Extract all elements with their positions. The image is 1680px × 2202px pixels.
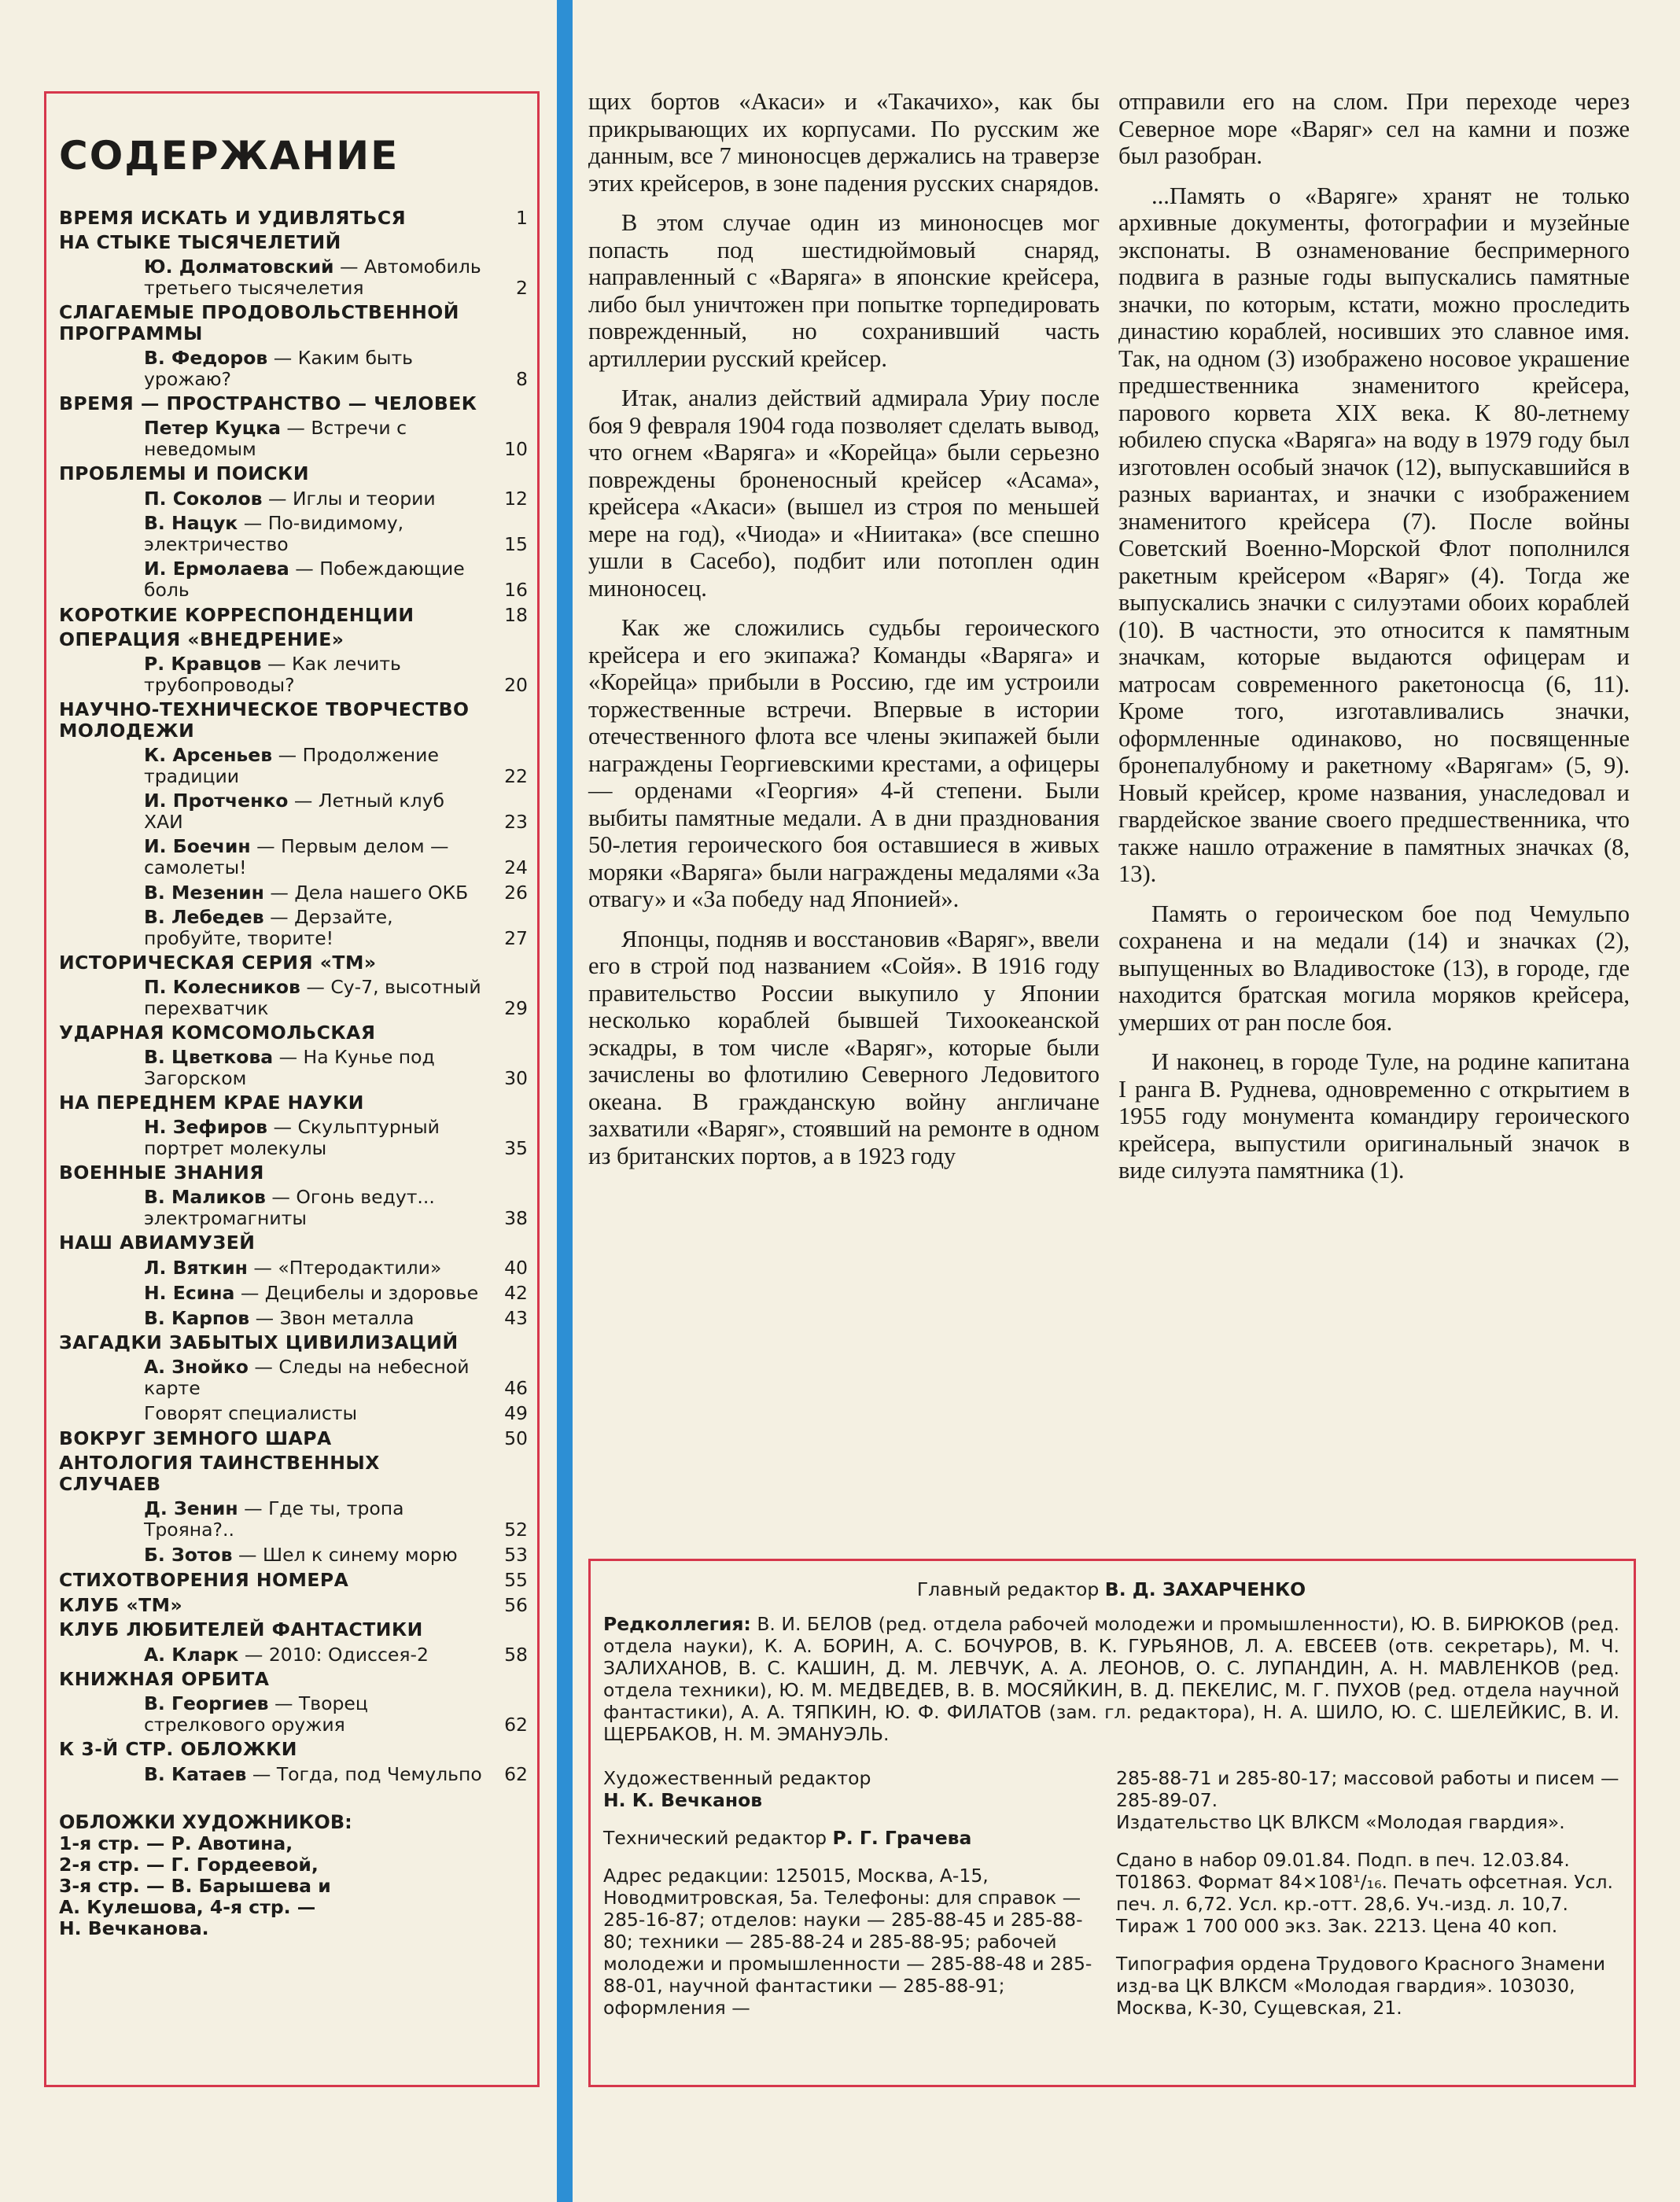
article-paragraph: Японцы, подняв и восстановив «Варяг», ввели его в строй под названием «Сойя». В 1916 году правительство России выкупило у Японии несколько кораблей бывшей Тихоокеанской эскадры, в том числе «Варяг», которые были зачислены во флотилию Северного Ледовитого океана. В гражданскую войну англичане захватили «Варяг», стоявший на ремонте в одном из британских портов, а в 1923 году: [588, 925, 1100, 1169]
toc-article: [59, 977, 528, 1019]
toc-article-title: — Звон металла: [255, 1307, 414, 1329]
toc-section: [59, 604, 528, 626]
toc-row: [59, 1569, 528, 1591]
toc-section-title: К 3-Й СТР. ОБЛОЖКИ: [59, 1738, 297, 1760]
toc-page-number: 23: [504, 811, 528, 833]
toc-list: [59, 207, 528, 1785]
toc-page-number: 24: [504, 856, 528, 878]
toc-row: [59, 1357, 528, 1399]
toc-row: [59, 1047, 528, 1089]
toc-section-title: ВОЕННЫЕ ЗНАНИЯ: [59, 1162, 264, 1184]
toc-section: [59, 1739, 528, 1760]
toc-article-title: — Иглы и теории: [267, 488, 436, 510]
toc-section: [59, 1594, 528, 1616]
toc-article-text: [59, 1403, 488, 1424]
toc-row: [59, 256, 528, 299]
toc-page-number: 2: [516, 277, 528, 299]
toc-author: А. Знойко: [144, 1356, 249, 1378]
toc-section: [59, 629, 528, 650]
toc-author: Н. Есина: [144, 1282, 235, 1304]
article-paragraph: И наконец, в городе Туле, на родине капитана I ранга В. Руднева, одновременно с открытием в 1955 году монумента командиру героического крейсера, выпустили оригинальный значок в виде силуэта памятника (1).: [1118, 1048, 1630, 1184]
toc-row: [59, 1257, 528, 1279]
toc-row: [59, 1282, 528, 1304]
toc-page-number: 55: [504, 1569, 528, 1591]
toc-author: Л. Вяткин: [144, 1257, 248, 1279]
toc-page-number: 1: [516, 207, 528, 229]
toc-author: Петер Куцка: [144, 417, 281, 439]
toc-row: [59, 1402, 528, 1424]
toc-article-text: [59, 558, 488, 601]
toc-article-title: — Встречи с неведомым: [144, 417, 407, 460]
toc-row: [59, 418, 528, 460]
toc-row: [59, 1498, 528, 1541]
toc-section-title: СЛАГАЕМЫЕ ПРОДОВОЛЬСТВЕННОЙ ПРОГРАММЫ: [59, 301, 459, 344]
toc-author: И. Протченко: [144, 790, 289, 812]
toc-article-text: [59, 1257, 488, 1279]
toc-article-title: — По-видимому, электричество: [144, 512, 404, 555]
article-paragraph: Итак, анализ действий адмирала Уриу после боя 9 февраля 1904 года позволяет сделать вывод, что огнем «Варяга» и «Корейца» были серьезно повреждены броненосный крейсер «Асама», крейсера «Акаси» (вышел из строя по меньшей мере на год), «Чиода» и «Ниитака» (все спешно ушли в Сасебо), подбит или потоплен один миноносец.: [588, 385, 1100, 602]
toc-article: [59, 1282, 528, 1304]
editorial-credits: [588, 1559, 1636, 2087]
article-column-right: [1118, 88, 1630, 1197]
toc-page-number: 42: [504, 1282, 528, 1304]
toc-row: [59, 207, 528, 229]
toc-article-title: — Децибелы и здоровье: [240, 1282, 479, 1304]
art-editor: [603, 1767, 1094, 1811]
toc-row: [59, 302, 528, 344]
toc-article: [59, 256, 528, 299]
toc-article-text: [59, 513, 488, 555]
toc-row: [59, 654, 528, 696]
article-paragraph: Память о героическом бое под Чемульпо сохранена и на медали (14) и значках (2), выпущенных во Владивостоке (13), в городе, где находится братская могила моряков крейсера, умерших от ран после боя.: [1118, 900, 1630, 1036]
toc-row: [59, 558, 528, 601]
blue-divider-rule: [557, 0, 573, 2202]
toc-article-title: — Су-7, высотный перехватчик: [144, 976, 481, 1019]
toc-section-title: НА СТЫКЕ ТЫСЯЧЕЛЕТИЙ: [59, 231, 341, 253]
toc-page-number: 46: [504, 1377, 528, 1399]
toc-row: [59, 604, 528, 626]
toc-section: [59, 232, 528, 253]
toc-author: Н. Зефиров: [144, 1116, 268, 1138]
toc-row: [59, 463, 528, 484]
toc-article-text: [59, 348, 488, 390]
toc-author: В. Цветкова: [144, 1046, 274, 1068]
article-paragraph: отправили его на слом. При переходе через Северное море «Варяг» сел на камни и позже был разобран.: [1118, 88, 1630, 169]
tech-editor-name: Р. Г. Грачева: [832, 1827, 972, 1849]
toc-section-title: КНИЖНАЯ ОРБИТА: [59, 1668, 270, 1690]
toc-article-text: [59, 882, 488, 904]
toc-row: [59, 1594, 528, 1616]
toc-row: [59, 1619, 528, 1640]
toc-section-title: ОПЕРАЦИЯ «ВНЕДРЕНИЕ»: [59, 628, 344, 650]
toc-section: [59, 1427, 528, 1449]
toc-article: [59, 348, 528, 390]
phones-continued: 285-88-71 и 285-80-17; массовой работы и писем — 285-89-07.: [1116, 1767, 1619, 1811]
tech-editor: [603, 1827, 1094, 1849]
toc-page-number: 29: [504, 997, 528, 1019]
chief-editor: [603, 1578, 1619, 1600]
toc-article-text: [59, 1308, 488, 1329]
toc-section: [59, 1453, 528, 1495]
toc-row: [59, 348, 528, 390]
toc-article: [59, 882, 528, 904]
toc-article-title: — Где ты, тропа Трояна?..: [144, 1497, 404, 1541]
toc-article-title: — Первым делом — самолеты!: [144, 835, 449, 878]
toc-section: [59, 952, 528, 974]
editorial-board-label: Редколлегия:: [603, 1613, 751, 1635]
table-of-contents: [44, 91, 540, 2087]
toc-section: [59, 1332, 528, 1353]
toc-page-number: 50: [504, 1427, 528, 1449]
toc-article-text: [59, 654, 488, 696]
toc-article: [59, 836, 528, 878]
toc-row: [59, 952, 528, 974]
toc-author: К. Арсеньев: [144, 744, 273, 766]
toc-row: [59, 629, 528, 650]
toc-section-title: КОРОТКИЕ КОРРЕСПОНДЕНЦИИ: [59, 604, 414, 626]
toc-article-title: — Летный клуб ХАИ: [144, 790, 444, 833]
toc-section: [59, 207, 528, 229]
toc-row: [59, 1453, 528, 1495]
covers-title: ОБЛОЖКИ ХУДОЖНИКОВ:: [59, 1811, 352, 1833]
toc-page-number: 53: [504, 1544, 528, 1566]
toc-article: [59, 1257, 528, 1279]
toc-row: [59, 745, 528, 787]
toc-author: В. Катаев: [144, 1763, 247, 1785]
editorial-board-members: В. И. БЕЛОВ (ред. отдела рабочей молодежи и промышленности), Ю. В. БИРЮКОВ (ред. отдела науки), К. А. БОРИН, А. С. БОЧУРОВ, В. К. ГУРЬЯНОВ, Л. А. ЕВСЕЕВ (отв. секретарь), М. Ч. ЗАЛИХАНОВ, В. С. КАШИН, Д. М. ЛЕВЧУК, А. А. ЛЕОНОВ, О. С. ЛУПАНДИН, А. Н. МАВЛЕНКОВ (ред. отдела техники), Ю. М. МЕДВЕДЕВ, В. В. МОСЯЙКИН, В. Д. ПЕКЕЛИС, М. Г. ПУХОВ (ред. отдела научной фантастики), А. А. ТЯПКИН, Ю. Ф. ФИЛАТОВ (зам. гл. редактора), Н. А. ШИЛО, Ю. С. ШЕЛЕЙКИС, В. И. ЩЕРБАКОВ, Н. М. ЭМАНУЭЛЬ.: [603, 1613, 1619, 1745]
toc-author: И. Ермолаева: [144, 558, 289, 580]
toc-article-title: — Как лечить трубопроводы?: [144, 653, 401, 696]
toc-row: [59, 393, 528, 414]
toc-row: [59, 1307, 528, 1329]
article-paragraph: В этом случае один из миноносцев мог попасть под шестидюймовый снаряд, направленный с «Варяга» в японские крейсера, либо был уничтожен при попытке торпедировать поврежденный, но сохранивший часть артиллерии русский крейсер.: [588, 209, 1100, 372]
toc-row: [59, 513, 528, 555]
toc-section-title: НАШ АВИАМУЗЕЙ: [59, 1232, 256, 1254]
toc-section-title: ВРЕМЯ — ПРОСТРАНСТВО — ЧЕЛОВЕК: [59, 392, 477, 414]
print-info: Сдано в набор 09.01.84. Подп. в печ. 12.03.84. Т01863. Формат 84×108¹/₁₆. Печать офсетная. Усл. печ. л. 6,72. Усл. кр.-отт. 28,6. Уч.-изд. л. 10,7. Тираж 1 700 000 экз. Зак. 2213. Цена 40 коп.: [1116, 1849, 1613, 1937]
toc-section-title: ПРОБЛЕМЫ И ПОИСКИ: [59, 462, 310, 484]
toc-page-number: 18: [504, 604, 528, 626]
toc-page-number: 22: [504, 765, 528, 787]
toc-article: [59, 488, 528, 510]
toc-page-number: 16: [504, 579, 528, 601]
toc-article-text: [59, 1117, 488, 1159]
toc-article-title: — Дерзайте, пробуйте, творите!: [144, 906, 393, 949]
toc-article-text: [59, 256, 488, 299]
toc-article-text: [59, 488, 488, 510]
toc-article: [59, 1644, 528, 1666]
toc-section-title: ЗАГАДКИ ЗАБЫТЫХ ЦИВИЛИЗАЦИЙ: [59, 1331, 459, 1353]
toc-section: [59, 1619, 528, 1640]
toc-article-title: — На Кунье под Загорском: [144, 1046, 435, 1089]
toc-article: [59, 1187, 528, 1229]
toc-article-text: [59, 1047, 488, 1089]
toc-article-title: — Каким быть урожаю?: [144, 347, 414, 390]
toc-article: [59, 558, 528, 601]
editorial-board: [603, 1613, 1619, 1745]
toc-article: [59, 513, 528, 555]
toc-article-text: [59, 1357, 488, 1399]
toc-author: А. Кларк: [144, 1644, 239, 1666]
toc-author: В. Георгиев: [144, 1692, 269, 1714]
toc-author: Р. Кравцов: [144, 653, 262, 675]
toc-article-text: [59, 977, 488, 1019]
toc-page-number: 8: [516, 368, 528, 390]
toc-article: [59, 1047, 528, 1089]
toc-author: П. Соколов: [144, 488, 263, 510]
toc-article-title: — Тогда, под Чемульпо: [252, 1763, 482, 1785]
toc-row: [59, 1022, 528, 1044]
toc-section-title: НАУЧНО-ТЕХНИЧЕСКОЕ ТВОРЧЕСТВО МОЛОДЕЖИ: [59, 698, 470, 742]
toc-section-title: НА ПЕРЕДНЕМ КРАЕ НАУКИ: [59, 1092, 364, 1114]
toc-page-number: 20: [504, 674, 528, 696]
toc-article-text: [59, 1764, 488, 1785]
toc-author: П. Колесников: [144, 976, 300, 998]
toc-article-text: [59, 1693, 488, 1736]
toc-row: [59, 790, 528, 833]
toc-section-title: КЛУБ ЛЮБИТЕЛЕЙ ФАНТАСТИКИ: [59, 1618, 423, 1640]
credits-right: [1116, 1767, 1619, 2034]
toc-page-number: 27: [504, 927, 528, 949]
toc-article-title: — Следы на небесной карте: [144, 1356, 470, 1399]
article-paragraph: Как же сложились судьбы героического крейсера и его экипажа? Команды «Варяга» и «Корейца» прибыли в Россию, где им устроили торжественные встречи. Впервые в истории отечественного флота все члены экипажей были награждены Георгиевскими крестами, а офицеры — орденами «Георгия» 4-й степени. Были выбиты памятные медали. А в дни празднования 50-летия героического боя оставшиеся в живых моряки «Варяга» были награждены медалями «За отвагу» и «За победу над Японией».: [588, 614, 1100, 912]
toc-section: [59, 463, 528, 484]
toc-article: [59, 1498, 528, 1541]
toc-article: [59, 1307, 528, 1329]
toc-page-number: 62: [504, 1714, 528, 1736]
toc-article-title: — Огонь ведут... электромагниты: [144, 1186, 435, 1229]
toc-article: [59, 907, 528, 949]
toc-article: [59, 1693, 528, 1736]
toc-article-text: [59, 745, 488, 787]
printing-house: Типография ордена Трудового Красного Знамени изд-ва ЦК ВЛКСМ «Молодая гвардия». 103030, Москва, К-30, Сущевская, 21.: [1116, 1953, 1605, 2019]
toc-author: И. Боечин: [144, 835, 251, 857]
toc-article: [59, 790, 528, 833]
toc-article-text: [59, 836, 488, 878]
toc-row: [59, 1544, 528, 1566]
toc-section-title: СТИХОТВОРЕНИЯ НОМЕРА: [59, 1569, 349, 1591]
toc-article: [59, 1544, 528, 1566]
toc-page-number: 38: [504, 1207, 528, 1229]
toc-author: В. Нацук: [144, 512, 238, 534]
article-paragraph: ...Память о «Варяге» хранят не только архивные документы, фотографии и музейные экспонаты. В ознаменование беспримерного подвига в разные годы выпускались памятные значки, по которым, кстати, можно проследить династию кораблей, носивших это славное имя. Так, на одном (3) изображено носовое украшение предшественника знаменитого крейсера, парового корвета XIX века. К 80-летнему юбилею спуска «Варяга» на воду в 1979 году был изготовлен особый значок (12), выпускавшийся в разных вариантах, и значки с изображением знаменитого крейсера (7). После войны Советский Военно-Морской Флот пополнился ракетным крейсером «Варяг» (4). Тогда же выпускались значки с силуэтами обоих кораблей (10). В частности, это относится к памятным значкам, которые выдаются офицерам и матросам современного ракетоносца (6, 11). Кроме того, изготавливались значки, оформленные одинаково, но посвященные бронепалубному и ракетному «Варягам» (5, 9). Новый крейсер, кроме названия, унаследовал и гвардейское звание своего предшественника, что также нашло отражение в памятных значках (8, 13).: [1118, 182, 1630, 887]
toc-section: [59, 1162, 528, 1184]
toc-article-text: [59, 1545, 488, 1566]
toc-page-number: 56: [504, 1594, 528, 1616]
toc-section-title: ИСТОРИЧЕСКАЯ СЕРИЯ «ТМ»: [59, 952, 377, 974]
toc-article-text: [59, 1498, 488, 1541]
toc-row: [59, 1092, 528, 1114]
toc-article-text: [59, 1187, 488, 1229]
toc-article: [59, 1117, 528, 1159]
toc-section-title: АНТОЛОГИЯ ТАИНСТВЕННЫХ СЛУЧАЕВ: [59, 1452, 380, 1495]
toc-author: В. Карпов: [144, 1307, 250, 1329]
toc-row: [59, 836, 528, 878]
toc-row: [59, 977, 528, 1019]
toc-section: [59, 302, 528, 344]
toc-page-number: 35: [504, 1137, 528, 1159]
toc-section: [59, 1092, 528, 1114]
credits-columns: [603, 1767, 1619, 2034]
toc-article-title: Говорят специалисты: [144, 1402, 358, 1424]
toc-row: [59, 232, 528, 253]
publisher: Издательство ЦК ВЛКСМ «Молодая гвардия».: [1116, 1811, 1565, 1833]
toc-article-title: — Творец стрелкового оружия: [144, 1692, 368, 1736]
toc-article: [59, 1402, 528, 1424]
toc-row: [59, 882, 528, 904]
toc-author: В. Федоров: [144, 347, 268, 369]
toc-article-title: — Побеждающие боль: [144, 558, 465, 601]
toc-row: [59, 1427, 528, 1449]
covers-artists: 1-я стр. — Р. Авотина, 2-я стр. — Г. Гордеевой, 3-я стр. — В. Барышева и А. Кулешова, 4-я стр. — Н. Вечканова.: [59, 1832, 331, 1939]
toc-row: [59, 1739, 528, 1760]
toc-section: [59, 1569, 528, 1591]
toc-article-text: [59, 907, 488, 949]
toc-article-text: [59, 418, 488, 460]
toc-article-title: — Скульптурный портрет молекулы: [144, 1116, 440, 1159]
toc-section: [59, 393, 528, 414]
toc-page-number: 30: [504, 1067, 528, 1089]
toc-row: [59, 1693, 528, 1736]
chief-editor-label: Главный редактор: [916, 1578, 1100, 1600]
toc-article: [59, 1763, 528, 1785]
toc-row: [59, 699, 528, 742]
toc-page-number: 58: [504, 1644, 528, 1666]
article-paragraph: щих бортов «Акаси» и «Такачихо», как бы прикрывающих их корпусами. По русским же данным, все 7 миноносцев держались на траверзе этих крейсеров, в зоне падения русских снарядов.: [588, 88, 1100, 197]
toc-page-number: 40: [504, 1257, 528, 1279]
toc-author: В. Лебедев: [144, 906, 264, 928]
art-editor-label: Художественный редактор: [603, 1767, 871, 1789]
toc-row: [59, 1763, 528, 1785]
credits-left: [603, 1767, 1094, 2034]
toc-article-text: [59, 1644, 488, 1666]
toc-article-text: [59, 1283, 488, 1304]
toc-article-title: — Продолжение традиции: [144, 744, 439, 787]
toc-article-title: — Автомобиль третьего тысячелетия: [144, 256, 481, 299]
toc-author: В. Маликов: [144, 1186, 266, 1208]
toc-title: СОДЕРЖАНИЕ: [59, 133, 400, 179]
toc-row: [59, 1162, 528, 1184]
toc-row: [59, 1669, 528, 1690]
tech-editor-label: Технический редактор: [603, 1827, 827, 1849]
toc-author: Ю. Долматовский: [144, 256, 334, 278]
toc-article: [59, 1357, 528, 1399]
toc-author: Д. Зенин: [144, 1497, 238, 1519]
toc-section: [59, 699, 528, 742]
toc-section: [59, 1669, 528, 1690]
article-column-left: [588, 88, 1100, 1182]
toc-article: [59, 418, 528, 460]
toc-article-text: [59, 790, 488, 833]
toc-article: [59, 745, 528, 787]
toc-page-number: 26: [504, 882, 528, 904]
toc-page-number: 62: [504, 1763, 528, 1785]
toc-row: [59, 1644, 528, 1666]
toc-row: [59, 1117, 528, 1159]
toc-row: [59, 907, 528, 949]
toc-page-number: 43: [504, 1307, 528, 1329]
chief-editor-name: В. Д. ЗАХАРЧЕНКО: [1104, 1578, 1306, 1600]
toc-section: [59, 1022, 528, 1044]
toc-section-title: УДАРНАЯ КОМСОМОЛЬСКАЯ: [59, 1022, 376, 1044]
toc-article-title: — Дела нашего ОКБ: [270, 882, 469, 904]
toc-article-title: — «Птеродактили»: [253, 1257, 442, 1279]
toc-row: [59, 488, 528, 510]
toc-article-title: — Шел к синему морю: [238, 1544, 458, 1566]
toc-page-number: 49: [504, 1402, 528, 1424]
toc-row: [59, 1232, 528, 1254]
art-editor-name: Н. К. Вечканов: [603, 1789, 763, 1811]
toc-author: В. Мезенин: [144, 882, 264, 904]
toc-section-title: ВОКРУГ ЗЕМНОГО ШАРА: [59, 1427, 332, 1449]
toc-article: [59, 654, 528, 696]
toc-section-title: КЛУБ «ТМ»: [59, 1594, 183, 1616]
toc-row: [59, 1187, 528, 1229]
toc-page-number: 10: [504, 438, 528, 460]
toc-row: [59, 1332, 528, 1353]
toc-section: [59, 1232, 528, 1254]
toc-page-number: 15: [504, 533, 528, 555]
editorial-address: Адрес редакции: 125015, Москва, А-15, Новодмитровская, 5а. Телефоны: для справок — 285-16-87; отделов: науки — 285-88-45 и 285-88-80; техники — 285-88-24 и 285-88-95; рабочей молодежи и промышленности — 285-88-48 и 285-88-01, научной фантастики — 285-88-91; оформления —: [603, 1865, 1092, 2019]
toc-article-title: — 2010: Одиссея-2: [244, 1644, 429, 1666]
toc-page-number: 12: [504, 488, 528, 510]
toc-section-title: ВРЕМЯ ИСКАТЬ И УДИВЛЯТЬСЯ: [59, 207, 407, 229]
toc-page-number: 52: [504, 1519, 528, 1541]
toc-author: Б. Зотов: [144, 1544, 233, 1566]
